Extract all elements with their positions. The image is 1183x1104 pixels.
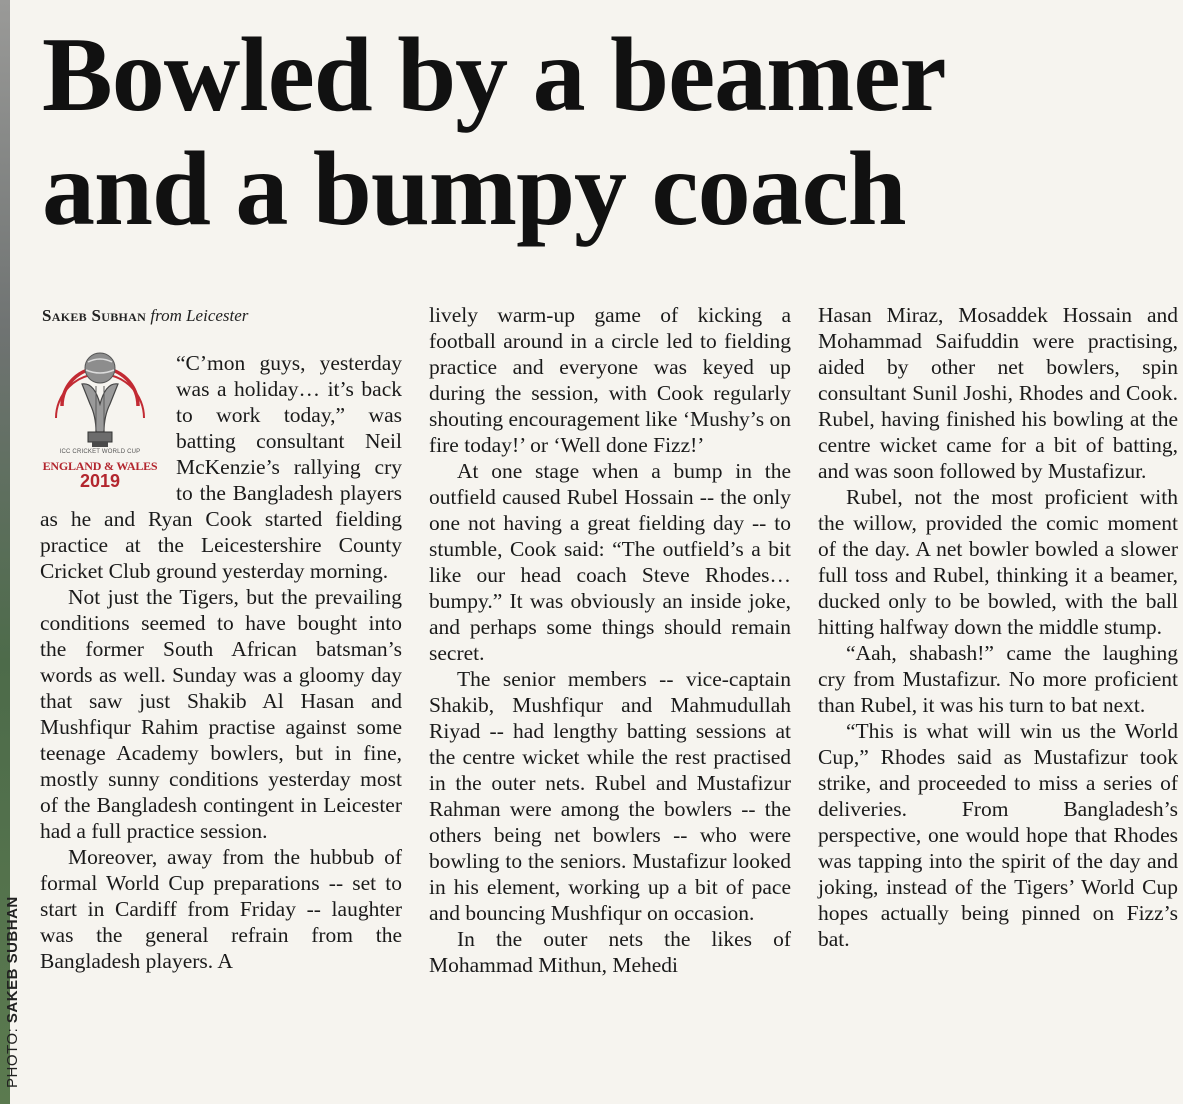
paragraph: Not just the Tigers, but the prevailing conditions seemed to have bought into the former South African batsman’s words as well. Sunday was a gloomy day that saw just Shakib Al Hasan and Mushfiqur Rahim practise against some teenage Academy bowlers, but in fine, mostly sunny conditions yesterday most of the Bangladesh contingent in Leicester had a full practice session. (40, 585, 402, 843)
headline-line-2: and a bumpy coach (42, 130, 906, 247)
paragraph: “This is what will win us the World Cup,” Rhodes said as Mustafizur took strike, and proceeded to miss a series of deliveries. From Bangladesh’s perspective, one would hope that Rhodes was tapping into the spirit of the day and joking, instead of the Tigers’ World Cup hopes actually being pinned on Fizz’s bat. (818, 719, 1178, 951)
paragraph: “C’mon guys, yesterday was a holiday… it’s back to work today,” was batting consultant Neil McKenzie’s rallying cry to the Bangladesh players as he and Ryan Cook started fielding practice at the Leicestershire County Cricket Club ground yesterday morning. (40, 351, 402, 583)
byline-author: Sakeb Subhan (42, 306, 147, 325)
logo-float-spacer (40, 350, 176, 506)
headline-line-1: Bowled by a beamer (42, 16, 946, 133)
paragraph: lively warm-up game of kicking a football around in a circle led to fielding practice and everyone was keyed up during the session, with Cook regularly shouting encouragement like ‘Mushy’s on fire today!’ or ‘Well done Fizz!’ (429, 303, 791, 457)
article-column-2 (429, 302, 791, 978)
photo-credit-name: SAKEB SUBHAN (4, 896, 21, 1024)
byline-location: from Leicester (150, 306, 249, 325)
logo-caption: ICC CRICKET WORLD CUP (59, 449, 141, 455)
paragraph: Hasan Miraz, Mosaddek Hossain and Mohammad Saifuddin were practising, aided by other net bowlers, spin consultant Sunil Joshi, Rhodes and Cook. Rubel, having finished his bowling at the centre wicket came for a bit of batting, and was soon followed by Mustafizur. (818, 303, 1178, 483)
logo-year: 2019 (79, 471, 121, 491)
logo-host-nations: ENGLAND & WALES (42, 459, 158, 473)
headline (42, 18, 1162, 246)
photo-credit (4, 896, 21, 1088)
paragraph: Moreover, away from the hubbub of formal World Cup preparations -- set to start in Cardiff from Friday -- laughter was the general refrain from the Bangladesh players. A (40, 845, 402, 973)
article-column-3 (818, 302, 1178, 952)
paragraph: “Aah, shabash!” came the laughing cry from Mustafizur. No more proficient than Rubel, it was his turn to bat next. (818, 641, 1178, 717)
photo-credit-prefix: PHOTO: (4, 1027, 21, 1088)
article-column-1 (40, 350, 402, 974)
byline (42, 306, 248, 326)
paragraph: The senior members -- vice-captain Shakib, Mushfiqur and Mahmudullah Riyad -- had lengthy batting sessions at the centre wicket while the rest practised in the outer nets. Rubel and Mustafizur Rahman were among the bowlers -- the others being net bowlers -- who were bowling to the seniors. Mustafizur looked in his element, working up a bit of pace and bouncing Mushfiqur on occasion. (429, 667, 791, 925)
paragraph: Rubel, not the most proficient with the willow, provided the comic moment of the day. A net bowler bowled a slower full toss and Rubel, thinking it a beamer, ducked only to be bowled, with the ball hitting halfway down the middle stump. (818, 485, 1178, 639)
paragraph: At one stage when a bump in the outfield caused Rubel Hossain -- the only one not having a great fielding day -- to stumble, Cook said: “The outfield’s a bit like our head coach Steve Rhodes… bumpy.” It was obviously an inside joke, and perhaps some things should remain secret. (429, 459, 791, 665)
paragraph: In the outer nets the likes of Mohammad Mithun, Mehedi (429, 927, 791, 977)
